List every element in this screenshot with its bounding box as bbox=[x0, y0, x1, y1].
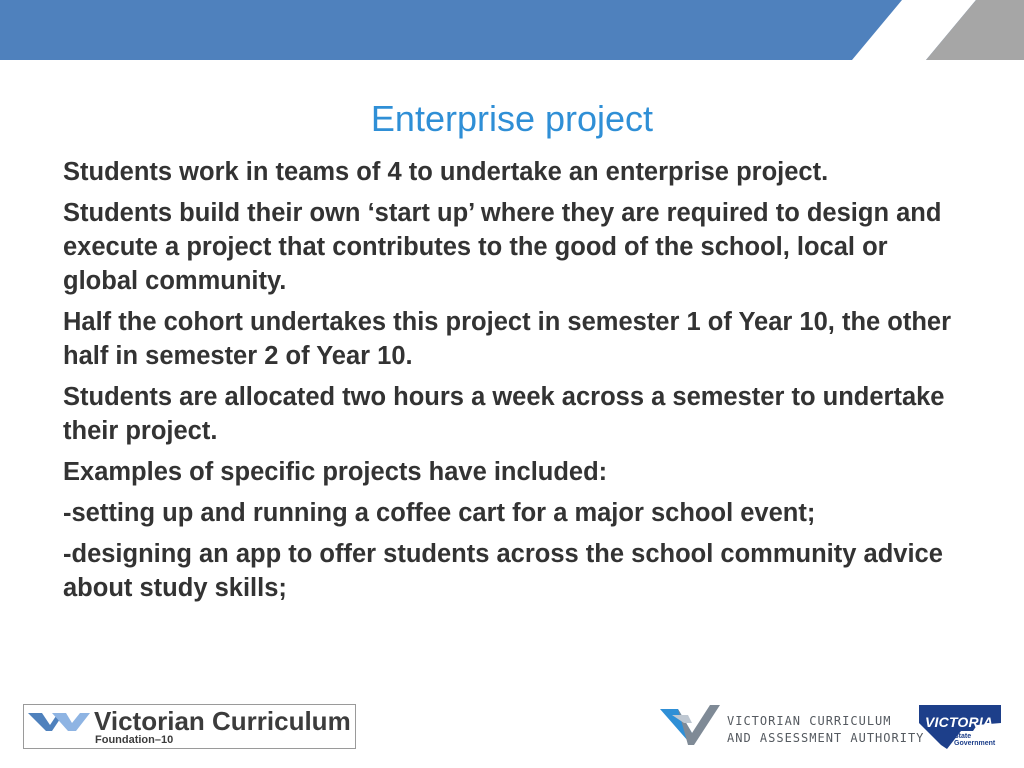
victoria-government-logo bbox=[917, 701, 1003, 751]
vc-chevron-icon bbox=[28, 711, 90, 731]
vc-logo-name: Victorian Curriculum bbox=[94, 706, 351, 736]
slide-body bbox=[63, 155, 963, 612]
body-paragraph: Students are allocated two hours a week across a semester to undertake their project. bbox=[63, 383, 945, 445]
body-paragraph: -designing an app to offer students across the school community advice about study skills; bbox=[63, 540, 943, 602]
body-paragraph: Students work in teams of 4 to undertake an enterprise project. bbox=[63, 158, 829, 186]
victoria-state-label: State bbox=[954, 733, 972, 740]
victoria-state-text bbox=[954, 733, 995, 747]
victoria-wordmark: VICTORIA bbox=[925, 714, 994, 730]
victorian-curriculum-logo bbox=[23, 704, 356, 749]
vc-logo-subtitle: Foundation–10 bbox=[95, 734, 174, 746]
body-paragraph: Students build their own ‘start up’ where they are required to design and execute a project that contributes to the good of the school, local or global community. bbox=[63, 199, 942, 295]
top-banner bbox=[0, 0, 1024, 62]
body-paragraph: Half the cohort undertakes this project in semester 1 of Year 10, the other half in semester 2 of Year 10. bbox=[63, 308, 952, 370]
vcaa-logo-line2: AND ASSESSMENT AUTHORITY bbox=[727, 731, 925, 745]
body-paragraph: -setting up and running a coffee cart for a major school event; bbox=[63, 499, 816, 527]
slide-title: Enterprise project bbox=[370, 98, 654, 139]
vcaa-logo-line1: VICTORIAN CURRICULUM bbox=[727, 714, 892, 728]
victoria-government-label: Government bbox=[954, 740, 996, 747]
body-paragraph: Examples of specific projects have included: bbox=[63, 458, 608, 486]
vcaa-logo bbox=[658, 703, 925, 747]
vcaa-chevron-icon bbox=[658, 703, 724, 747]
